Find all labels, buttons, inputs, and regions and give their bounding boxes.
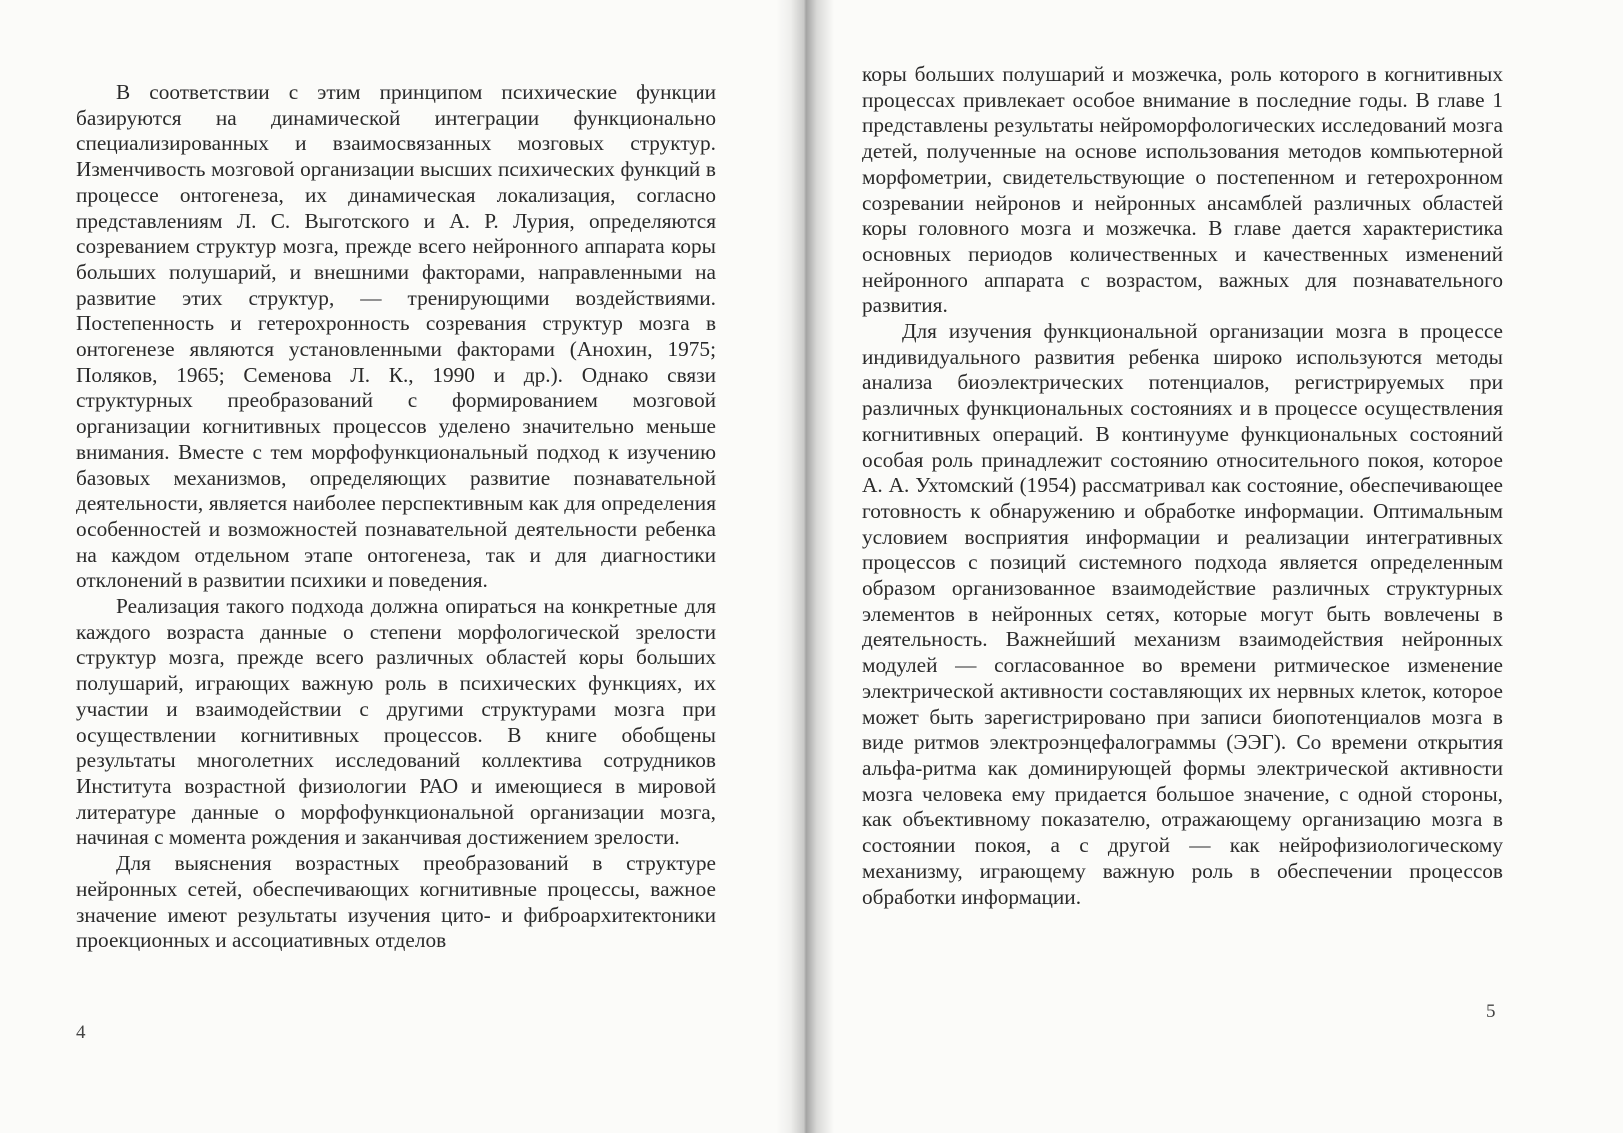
paragraph: В соответствии с этим принципом психические функции базируются на динамической интеграции функционально специализированных и взаимосвязанных мозговых структур. Изменчивость мозговой организации высших психических функций в процессе онтогенеза, их динамическая локализация, согласно представлениям Л. С. Выготского и А. Р. Лурия, определяются созреванием структур мозга, прежде всего нейронного аппарата коры больших полушарий, и внешними факторами, направленными на развитие этих структур, — тренирующими воздействиями. Постепенность и гетерохронность созревания структур мозга в онтогенезе являются установленными факторами (Анохин, 1975; Поляков, 1965; Семенова Л. К., 1990 и др.). Однако связи структурных преобразований с формированием мозговой организации когнитивных процессов уделено значительно меньше внимания. Вместе с тем морфофункциональный подход к изучению базовых механизмов, определяющих развитие познавательной деятельности, является наиболее перспективным как для определения особенностей и возможностей познавательной деятельности ребенка на каждом отдельном этапе онтогенеза, так и для диагностики отклонений в развитии психики и поведения. bbox=[76, 80, 716, 593]
paragraph: Для изучения функциональной организации мозга в процессе индивидуального развития ребенка широко используются методы анализа биоэлектрических потенциалов, регистрируемых при различных функциональных состояниях и в процессе осуществления когнитивных операций. В континууме функциональных состояний особая роль принадлежит состоянию относительного покоя, которое А. А. Ухтомский (1954) рассматривал как состояние, обеспечивающее готовность к обнаружению и обработке информации. Оптимальным условием восприятия информации и реализации интегративных процессов с позиций системного подхода является определенным образом организованное взаимодействие различных структурных элементов в нейронных сетях, которые могут быть вовлечены в деятельность. Важнейший механизм взаимодействия нейронных модулей — согласованное во времени ритмическое изменение электрической активности составляющих их нервных клеток, которое может быть зарегистрировано при записи биопотенциалов мозга в виде ритмов электроэнцефалограммы (ЭЭГ). Со времени открытия альфа-ритма как доминирующей формы электрической активности мозга человека ему придается большое значение, с одной стороны, как объективному показателю, отражающему организацию мозга в состоянии покоя, а с другой — как нейрофизиологическому механизму, играющему важную роль в обеспечении процессов обработки информации. bbox=[862, 319, 1503, 909]
right-page bbox=[810, 0, 1623, 1133]
right-page-body bbox=[862, 62, 1503, 910]
left-page bbox=[0, 0, 800, 1133]
paragraph: Для выяснения возрастных преобразований в структуре нейронных сетей, обеспечивающих когнитивные процессы, важное значение имеют результаты изучения цито- и фиброархитектоники проекционных и ассоциативных отделов bbox=[76, 851, 716, 953]
paragraph: коры больших полушарий и мозжечка, роль которого в когнитивных процессах привлекает особое внимание в последние годы. В главе 1 представлены результаты нейроморфологических исследований мозга детей, полученные на основе использования методов компьютерной морфометрии, свидетельствующие о постепенном и гетерохронном созревании нейронов и нейронных ансамблей различных областей коры головного мозга и мозжечка. В главе дается характеристика основных периодов количественных и качественных изменений нейронного аппарата с возрастом, важных для познавательного развития. bbox=[862, 62, 1503, 318]
page-number-right: 5 bbox=[1486, 1001, 1496, 1022]
book-gutter-shadow bbox=[776, 0, 834, 1133]
left-page-body bbox=[76, 80, 716, 954]
paragraph: Реализация такого подхода должна опираться на конкретные для каждого возраста данные о степени морфологической зрелости структур мозга, прежде всего различных областей коры больших полушарий, играющих важную роль в психических функциях, их участии и взаимодействии с другими структурами мозга при осуществлении когнитивных процессов. В книге обобщены результаты многолетних исследований коллектива сотрудников Института возрастной физиологии РАО и имеющиеся в мировой литературе данные о морфофункциональной организации мозга, начиная с момента рождения и заканчивая достижением зрелости. bbox=[76, 594, 716, 850]
page-number-left: 4 bbox=[76, 1022, 86, 1043]
